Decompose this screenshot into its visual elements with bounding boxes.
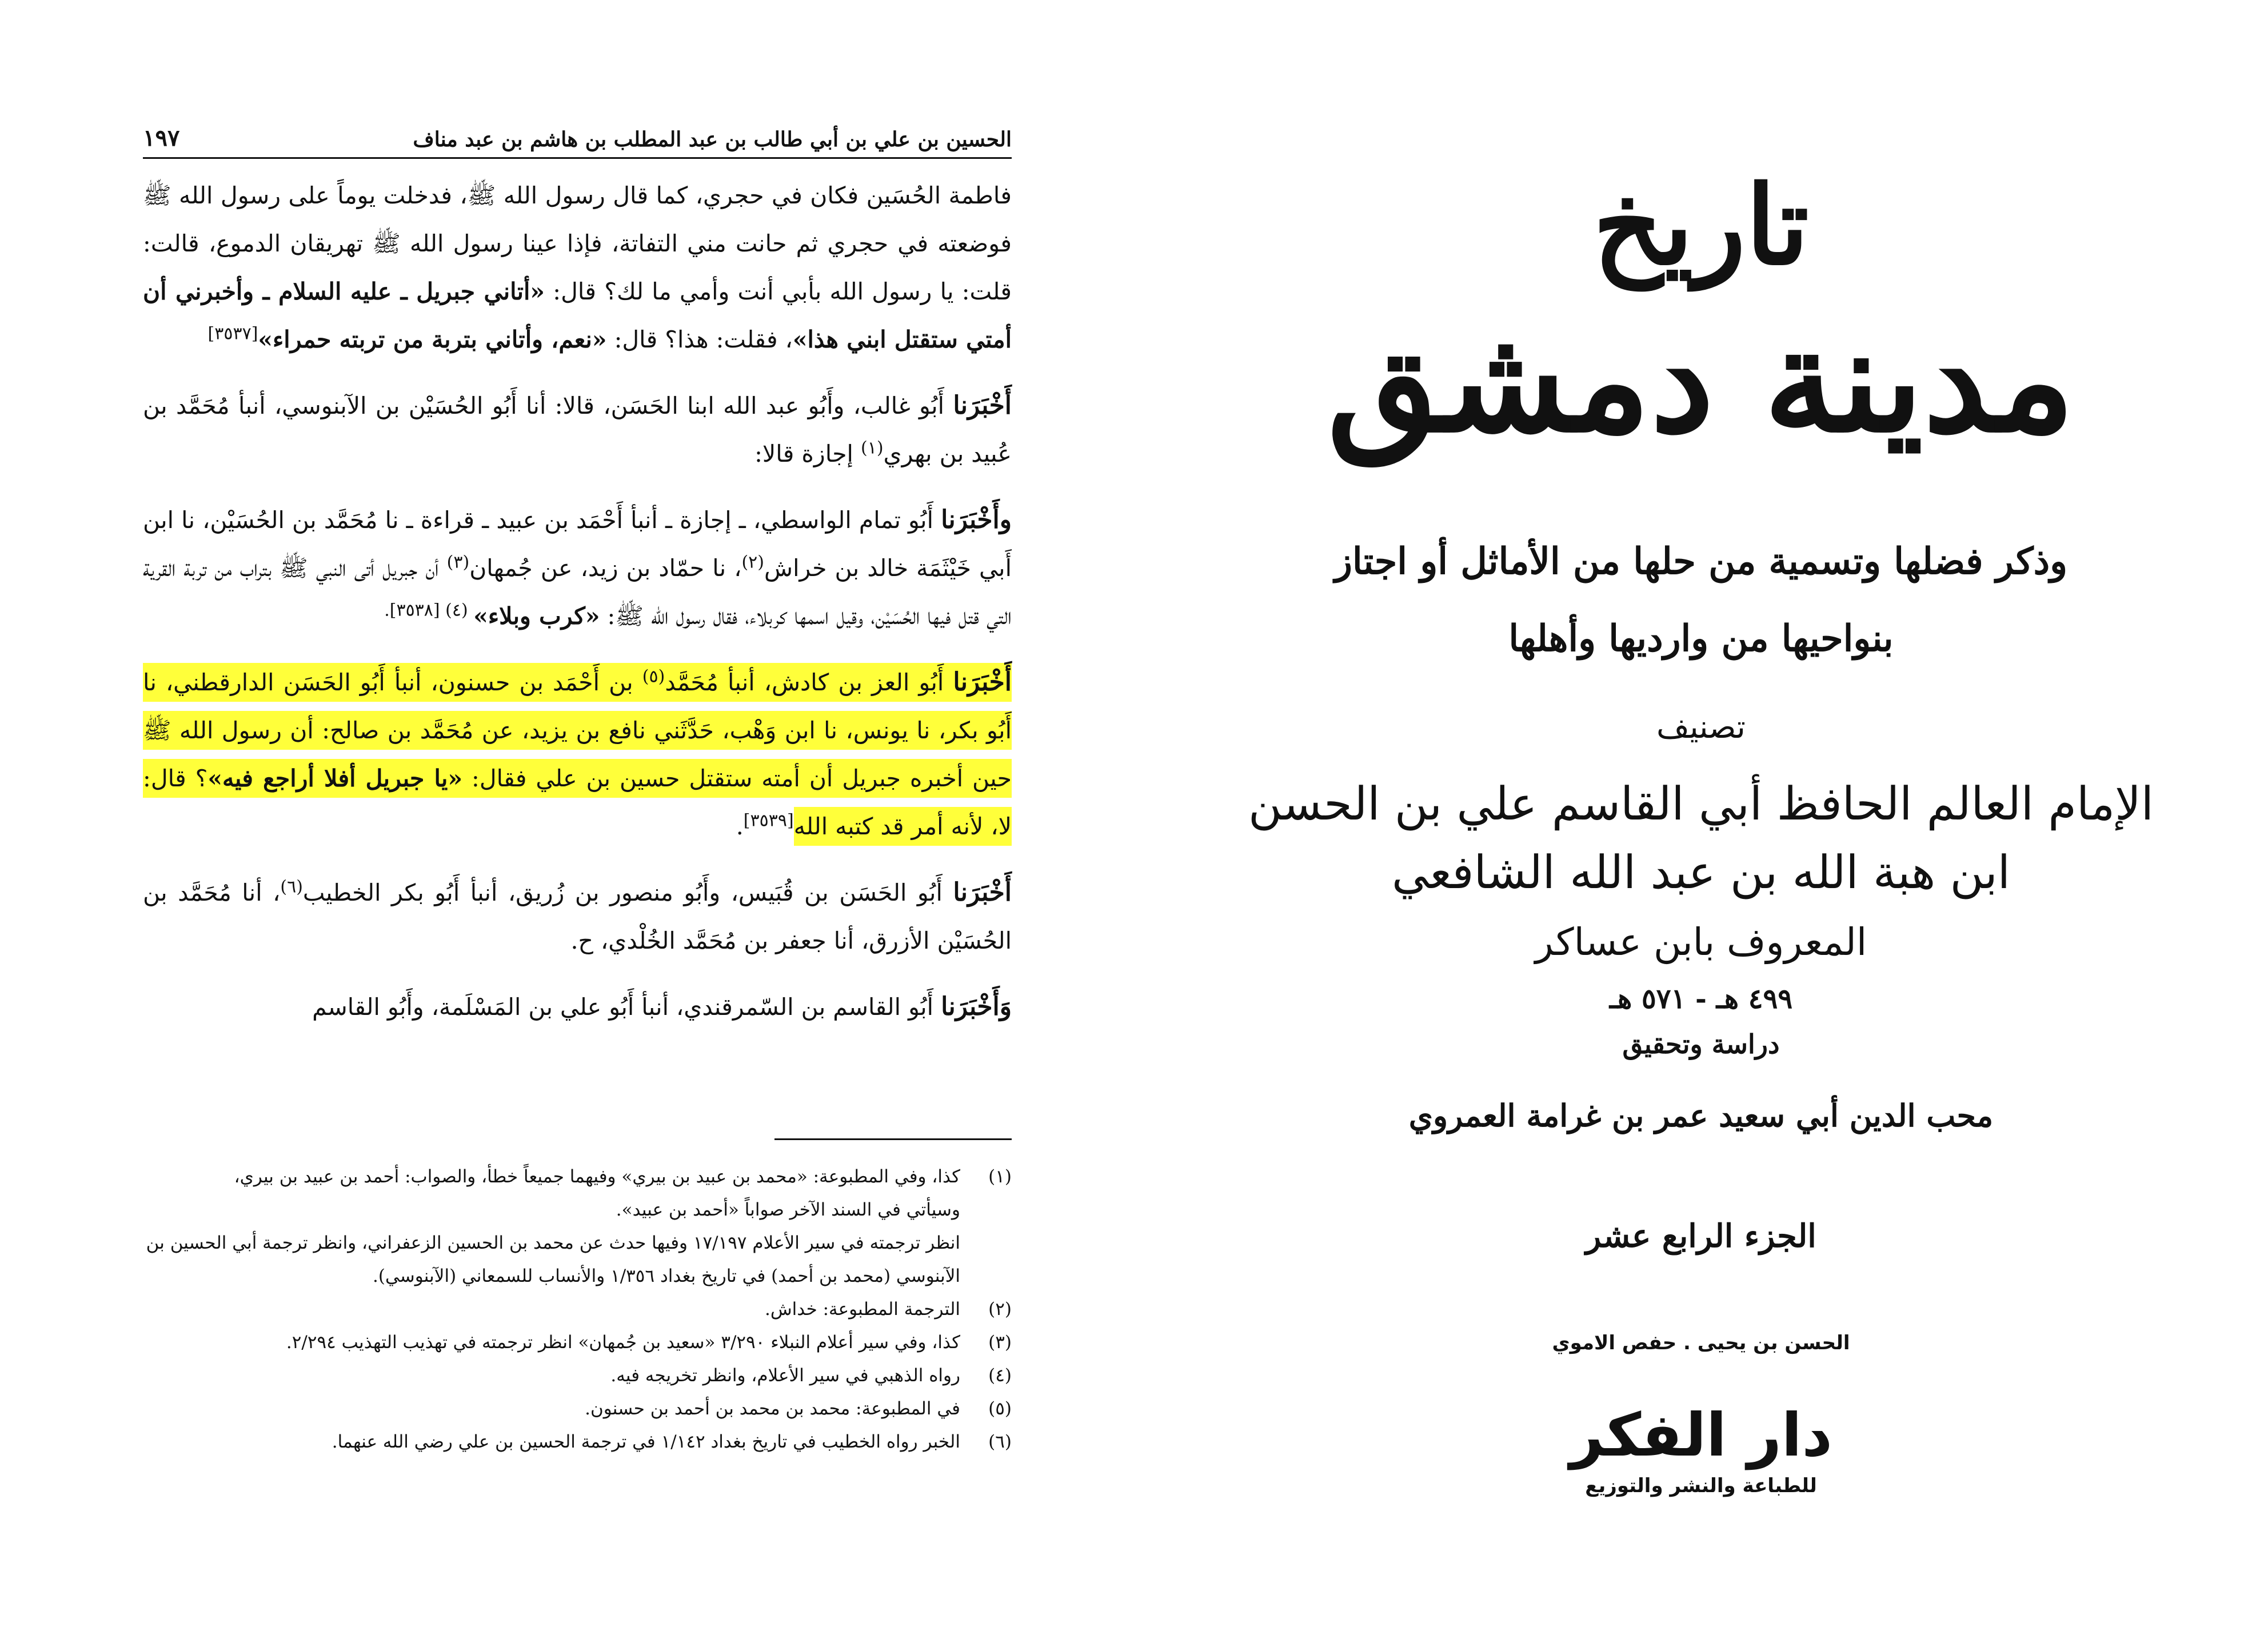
p3-fn4: (٤) <box>445 600 474 621</box>
footnote-continuation: وسيأتي في السند الآخر صواباً «أحمد بن عبيد». <box>616 1200 960 1220</box>
p2-fn: (١) <box>860 438 884 458</box>
p3-quote: «كرب وبلاء» <box>473 602 600 630</box>
footnote <box>143 1326 1012 1359</box>
authorship-label: تصنيف <box>1656 709 1746 746</box>
author-line1: الإمام العالم الحافظ أبي القاسم علي بن الحسن <box>1248 777 2154 830</box>
p3-b: ، نا حمّاد بن زيد، عن جُمهان <box>469 554 742 582</box>
highlight-block <box>143 663 1012 846</box>
p3-fn2: (٢) <box>741 552 765 573</box>
footnote <box>143 1293 1012 1326</box>
paragraph-6 <box>143 983 1012 1031</box>
p6-lead: وَأَخْبَرَنا <box>941 992 1012 1021</box>
author-known-as: المعروف بابن عساكر <box>1535 920 1867 964</box>
book-title-line2: مدينة دمشق <box>1327 296 2075 464</box>
p3-lead: وأَخْبَرَنا <box>941 505 1012 534</box>
footnote-separator <box>774 1138 1012 1140</box>
p4-quote: «يا جبريل أفلا أراجع فيه» <box>207 765 463 792</box>
footnote-text: كذا، وفي سير أعلام النبلاء ٣/٢٩٠ «سعيد بن جُمهان» انظر ترجمته في تهذيب التهذيب ٢/٢٩٤. <box>286 1332 960 1353</box>
p1-quote1: «أتاني جبريل ـ عليه السلام ـ وأخبرني أن أمتي ستقتل ابني هذا» <box>143 278 1012 353</box>
p5-fn6: (٦) <box>280 877 303 897</box>
footnote-text: كذا، وفي المطبوعة: «محمد بن عبيد بن بيري» وفيهما جميعاً خطأ، والصواب: أحمد بن عبيد بن بيري، <box>234 1166 960 1187</box>
paragraph-1 <box>143 171 1012 363</box>
footnote <box>143 1392 1012 1425</box>
p4-end: . <box>736 813 744 840</box>
p1-quote2: «نعم، وأتاني بتربة من تربته حمراء» <box>258 326 607 353</box>
p1-mid: ، فقلت: هذا؟ قال: <box>606 326 793 353</box>
subtitle-line1: وذكر فضلها وتسمية من حلها من الأماثل أو اجتاز <box>1335 540 2067 583</box>
book-title-line1: تاريخ <box>1592 162 1810 289</box>
footnote-number: (١) <box>988 1166 1012 1187</box>
p3-a: أَبُو تمام الواسطي، ـ إجازة ـ أنبأ أَحْمَد بن عبيد ـ قراءة ـ نا مُحَمَّد بن الحُسَيْن، نا ابن أَبي خَيْثَمَة خالد بن خراش <box>143 506 1012 582</box>
footnotes <box>143 1160 1012 1458</box>
paragraph-3 <box>143 496 1012 640</box>
p2-text: أَبُو غالب، وأَبُو عبد الله ابنا الحَسَن، قالا: أنا أَبُو الحُسَيْن بن الآبنوسي، أنبأ مُحَمَّد بن عُبيد بن بهري <box>143 392 1012 467</box>
footnote-number: (٥) <box>988 1398 1012 1419</box>
p1-text: فاطمة الحُسَين فكان في حجري، كما قال رسول الله ﷺ، فدخلت يوماً على رسول الله ﷺ فوضعته في حجري ثم حانت مني التفاتة، فإذا عينا رسول الله ﷺ تهريقان الدموع، قالت: قلت: يا رسول الله بأبي أنت وأمي ما لك؟ قال: <box>143 182 1012 305</box>
footnote-continuation: انظر ترجمته في سير الأعلام ١٧/١٩٧ وفيها حدث عن محمد بن الحسين الزعفراني، وانظر ترجمة أبي الحسين بن الآبنوسي (محمد بن أحمد) في تاريخ بغداد ١/٣٥٦ والأنساب للسمعاني (الآبنوسي). <box>146 1233 960 1286</box>
footnote-text: في المطبوعة: محمد بن محمد بن أحمد بن حسنون. <box>585 1398 960 1419</box>
p5-text: أَبُو الحَسَن بن قُبَيس، وأَبُو منصور بن زُريق، أنبأ أَبُو بكر الخطيب <box>302 879 953 906</box>
p3-fn3: (٣) <box>446 552 470 573</box>
paragraph-4-highlighted <box>143 658 1012 850</box>
paragraph-2 <box>143 382 1012 478</box>
p1-ref: [٣٥٣٧] <box>207 323 258 344</box>
publisher-logo: دار الفكر <box>1570 1400 1832 1470</box>
title-page <box>1134 0 2268 1651</box>
footnote <box>143 1425 1012 1458</box>
publisher-tagline: للطباعة والنشر والتوزيع <box>1585 1474 1817 1497</box>
footnote-text: رواه الذهبي في سير الأعلام، وانظر تخريجه فيه. <box>610 1365 960 1386</box>
p5-lead: أَخْبَرَنا <box>953 878 1012 907</box>
body-text <box>143 171 1012 1049</box>
p3-c: أن جبريل أتى النبي ﷺ بتراب من تربة القرية التي قتل فيها الحُسَيْن، وقيل اسمها كربلاء، فقال رسول الله ﷺ: <box>143 554 1012 630</box>
author-dates: ٤٩٩ هـ - ٥٧١ هـ <box>1609 983 1793 1015</box>
footnote <box>143 1359 1012 1392</box>
editor-name: محب الدين أبي سعيد عمر بن غرامة العمروي <box>1408 1097 1994 1134</box>
volume-label: الجزء الرابع عشر <box>1586 1217 1816 1255</box>
footnote <box>143 1160 1012 1193</box>
subtitle-line2: بنواحيها من وارديها وأهلها <box>1508 617 1894 660</box>
p4-fn5: (٥) <box>642 666 665 687</box>
p6-text: أَبُو القاسم بن السّمرقندي، أنبأ أَبُو علي بن المَسْلَمة، وأَبُو القاسم <box>312 993 941 1021</box>
paragraph-5 <box>143 869 1012 965</box>
running-header <box>143 111 1012 159</box>
p4-b: بن أَحْمَد بن حسنون، أنبأ أَبُو الحَسَن الدارقطني، نا أَبُو بكر، نا يونس، نا ابن وَهْب، حَدَّثَني نافع بن يزيد، عن مُحَمَّد بن صالح: أن رسول الله ﷺ حين أخبره جبريل أن أمته ستقتل حسين بن علي فقال: <box>143 669 1012 792</box>
p4-a: أَبُو العز بن كادش، أنبأ مُحَمَّد <box>665 669 953 696</box>
footnote-number: (٤) <box>988 1365 1012 1386</box>
running-title: الحسين بن علي بن أبي طالب بن عبد المطلب بن هاشم بن عبد مناف <box>413 127 1012 151</box>
page-number: ١٩٧ <box>143 125 180 151</box>
footnote-text: الخبر رواه الخطيب في تاريخ بغداد ١/١٤٢ في ترجمة الحسين بن علي رضي الله عنهما. <box>332 1432 960 1452</box>
author-line2: ابن هبة الله بن عبد الله الشافعي <box>1391 846 2011 899</box>
footnote-number: (٣) <box>988 1332 1012 1353</box>
footnote-number: (٦) <box>988 1432 1012 1452</box>
study-label: دراسة وتحقيق <box>1622 1029 1780 1060</box>
p4-ref: [٣٥٣٩] <box>743 810 794 831</box>
p4-lead: أَخْبَرَنا <box>953 667 1012 697</box>
footnote-text: الترجمة المطبوعة: خداش. <box>764 1299 960 1320</box>
volume-range: الحسن بن يحيى . حفص الاموي <box>1552 1332 1850 1354</box>
p5-tail: ، أنا مُحَمَّد بن الحُسَيْن الأزرق، أنا جعفر بن مُحَمَّد الخُلْدي، ح. <box>143 879 1012 954</box>
footnote-number: (٢) <box>988 1299 1012 1320</box>
p2-tail: إجازة قالا: <box>754 440 861 467</box>
p4-c: ؟ قال: لا، لأنه أمر قد كتبه الله <box>143 765 1012 840</box>
p3-ref: [٣٥٣٨]. <box>384 600 446 621</box>
p2-lead: أَخْبَرَنا <box>953 391 1012 420</box>
